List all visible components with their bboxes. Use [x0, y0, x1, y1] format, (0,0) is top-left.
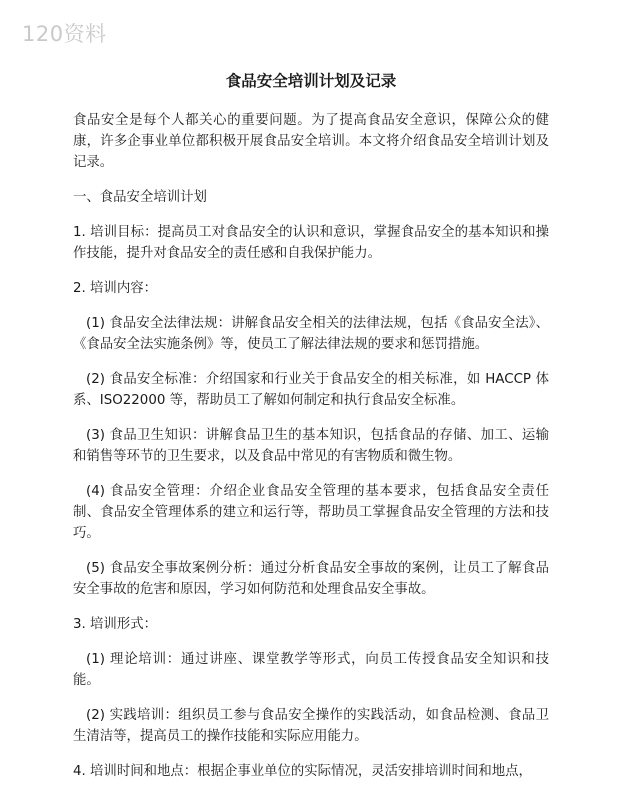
- paragraph: 1. 培训目标：提高员工对食品安全的认识和意识，掌握食品安全的基本知识和操作技能，提升对食品安全的责任感和自我保护能力。: [73, 225, 549, 261]
- paragraph: 2. 培训内容：: [73, 281, 157, 296]
- paragraph: 4. 培训时间和地点：根据企事业单位的实际情况，灵活安排培训时间和地点，: [73, 764, 532, 779]
- paragraph: (1) 理论培训：通过讲座、课堂教学等形式，向员工传授食品安全知识和技能。: [73, 652, 549, 688]
- watermark-text: 120资料: [22, 22, 107, 46]
- paragraph: (2) 食品安全标准：介绍国家和行业关于食品安全的相关标准，如 HACCP 体系、ISO22000 等，帮助员工了解如何制定和执行食品安全标准。: [73, 372, 549, 408]
- paragraph: (1) 食品安全法律法规：讲解食品安全相关的法律法规，包括《食品安全法》、《食品安全法实施条例》等，使员工了解法律法规的要求和惩罚措施。: [73, 316, 549, 352]
- document-title: 食品安全培训计划及记录: [225, 72, 397, 90]
- paragraph: 食品安全是每个人都关心的重要问题。为了提高食品安全意识，保障公众的健康，许多企事业单位都积极开展食品安全培训。本文将介绍食品安全培训计划及记录。: [73, 113, 549, 170]
- document-page: [73, 70, 549, 796]
- paragraph: (3) 食品卫生知识：讲解食品卫生的基本知识，包括食品的存储、加工、运输和销售等环节的卫生要求，以及食品中常见的有害物质和微生物。: [73, 428, 549, 464]
- paragraph: (4) 食品安全管理：介绍企业食品安全管理的基本要求，包括食品安全责任制、食品安全管理体系的建立和运行等，帮助员工掌握食品安全管理的方法和技巧。: [73, 484, 549, 541]
- document-body: [73, 110, 549, 782]
- paragraph: 3. 培训形式：: [73, 617, 157, 632]
- paragraph: 一、食品安全培训计划: [73, 190, 207, 205]
- paragraph: (5) 食品安全事故案例分析：通过分析食品安全事故的案例，让员工了解食品安全事故的危害和原因，学习如何防范和处理食品安全事故。: [73, 561, 549, 597]
- paragraph: (2) 实践培训：组织员工参与食品安全操作的实践活动，如食品检测、食品卫生清洁等，提高员工的操作技能和实际应用能力。: [73, 708, 549, 744]
